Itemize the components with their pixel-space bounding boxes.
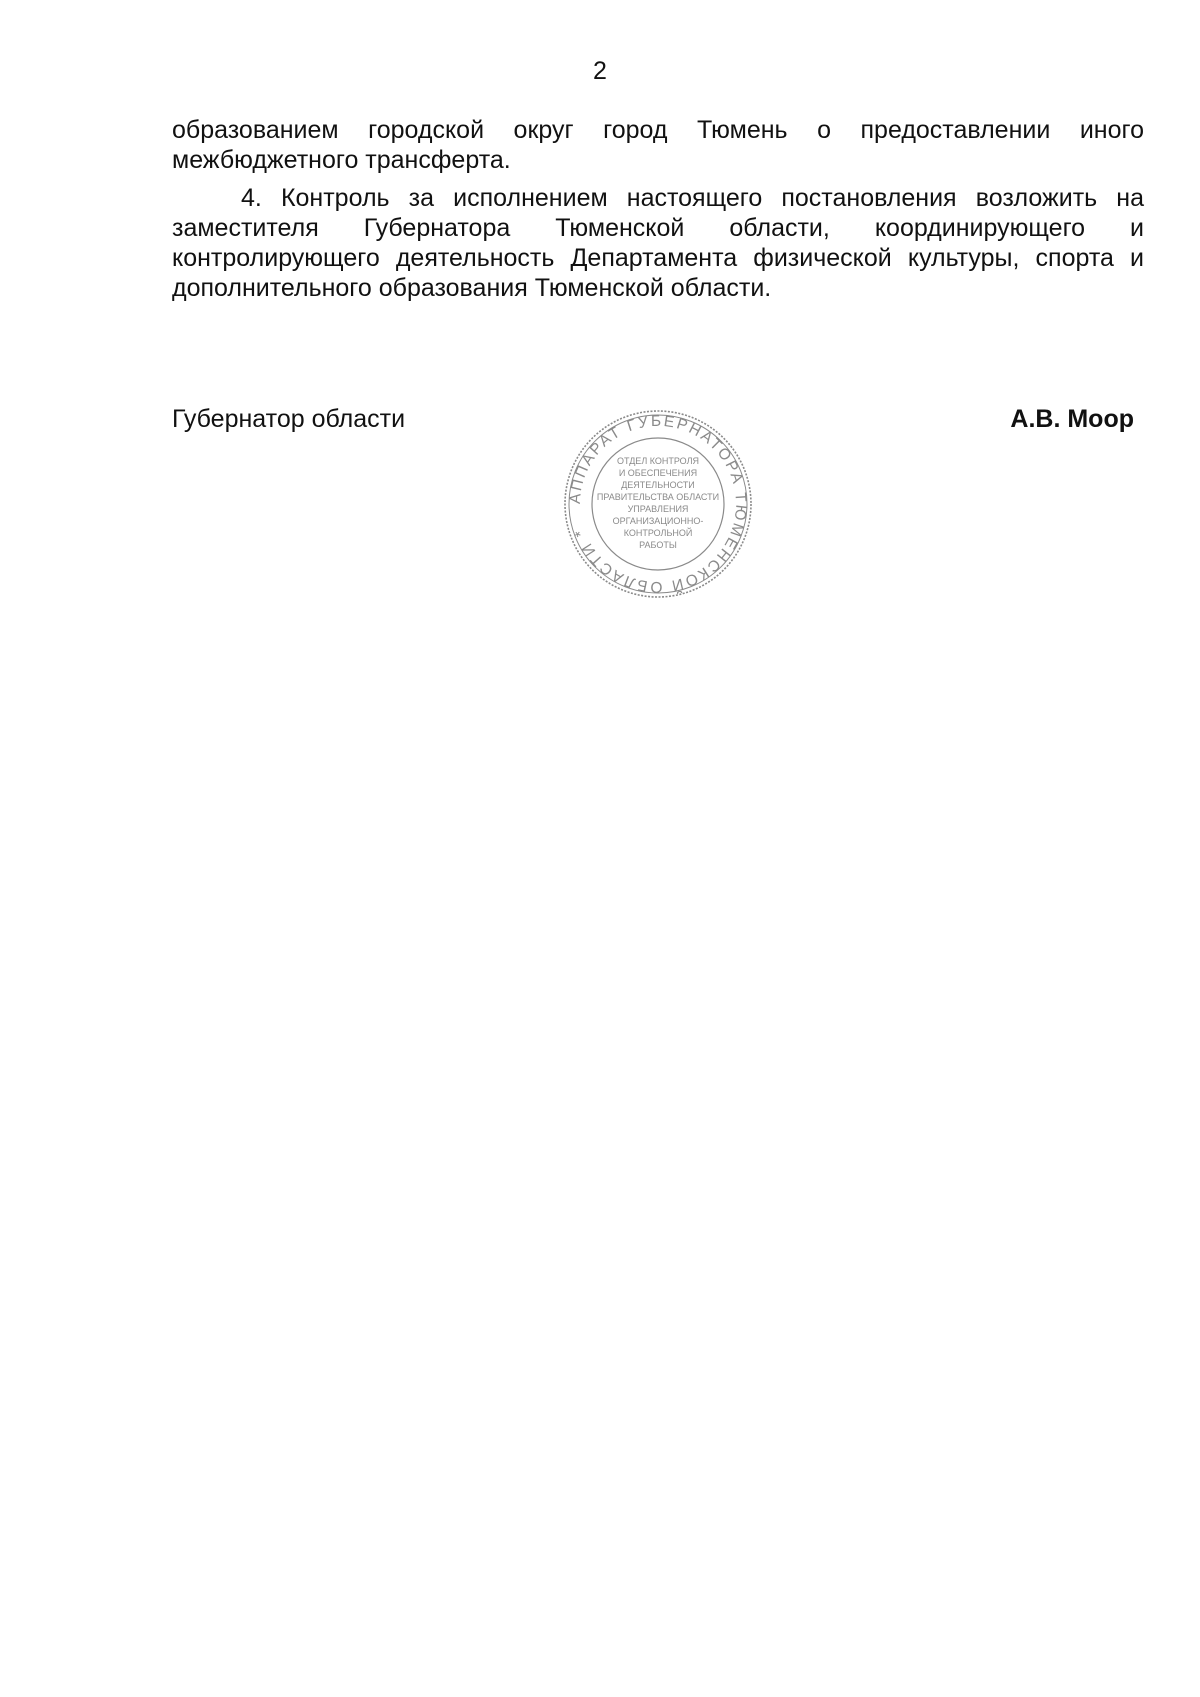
signatory-name: А.В. Моор	[1010, 405, 1134, 433]
stamp-inner-line: ДЕЯТЕЛЬНОСТИ	[621, 480, 695, 490]
stamp-outer-text: АППАРАТ ГУБЕРНАТОРА ТЮМЕНСКОЙ ОБЛАСТИ *	[566, 412, 750, 596]
page-number: 2	[593, 57, 607, 85]
stamp-inner-line: РАБОТЫ	[639, 540, 677, 550]
paragraph-control-clause: 4. Контроль за исполнением настоящего постановления возложить на заместителя Губернатора Тюменской области, координирующего и контролирующего деятельность Департамента физической культуры, спорта и дополнительного образования Тюменской области.	[172, 184, 1144, 302]
stamp-inner-line: И ОБЕСПЕЧЕНИЯ	[618, 468, 698, 478]
signatory-title: Губернатор области	[172, 405, 406, 433]
stamp-inner-line: ПРАВИТЕЛЬСТВА ОБЛАСТИ	[596, 492, 720, 502]
document-body	[172, 115, 1144, 303]
official-seal-stamp	[562, 408, 754, 600]
stamp-inner-line: УПРАВЛЕНИЯ	[627, 504, 689, 514]
stamp-inner-line: ОРГАНИЗАЦИОННО-	[612, 516, 704, 526]
stamp-inner-line: ОТДЕЛ КОНТРОЛЯ	[617, 456, 699, 466]
stamp-inner-line: КОНТРОЛЬНОЙ	[623, 528, 693, 538]
paragraph-continuation: образованием городской округ город Тюмень о предоставлении иного межбюджетного трансферта.	[172, 116, 1144, 174]
